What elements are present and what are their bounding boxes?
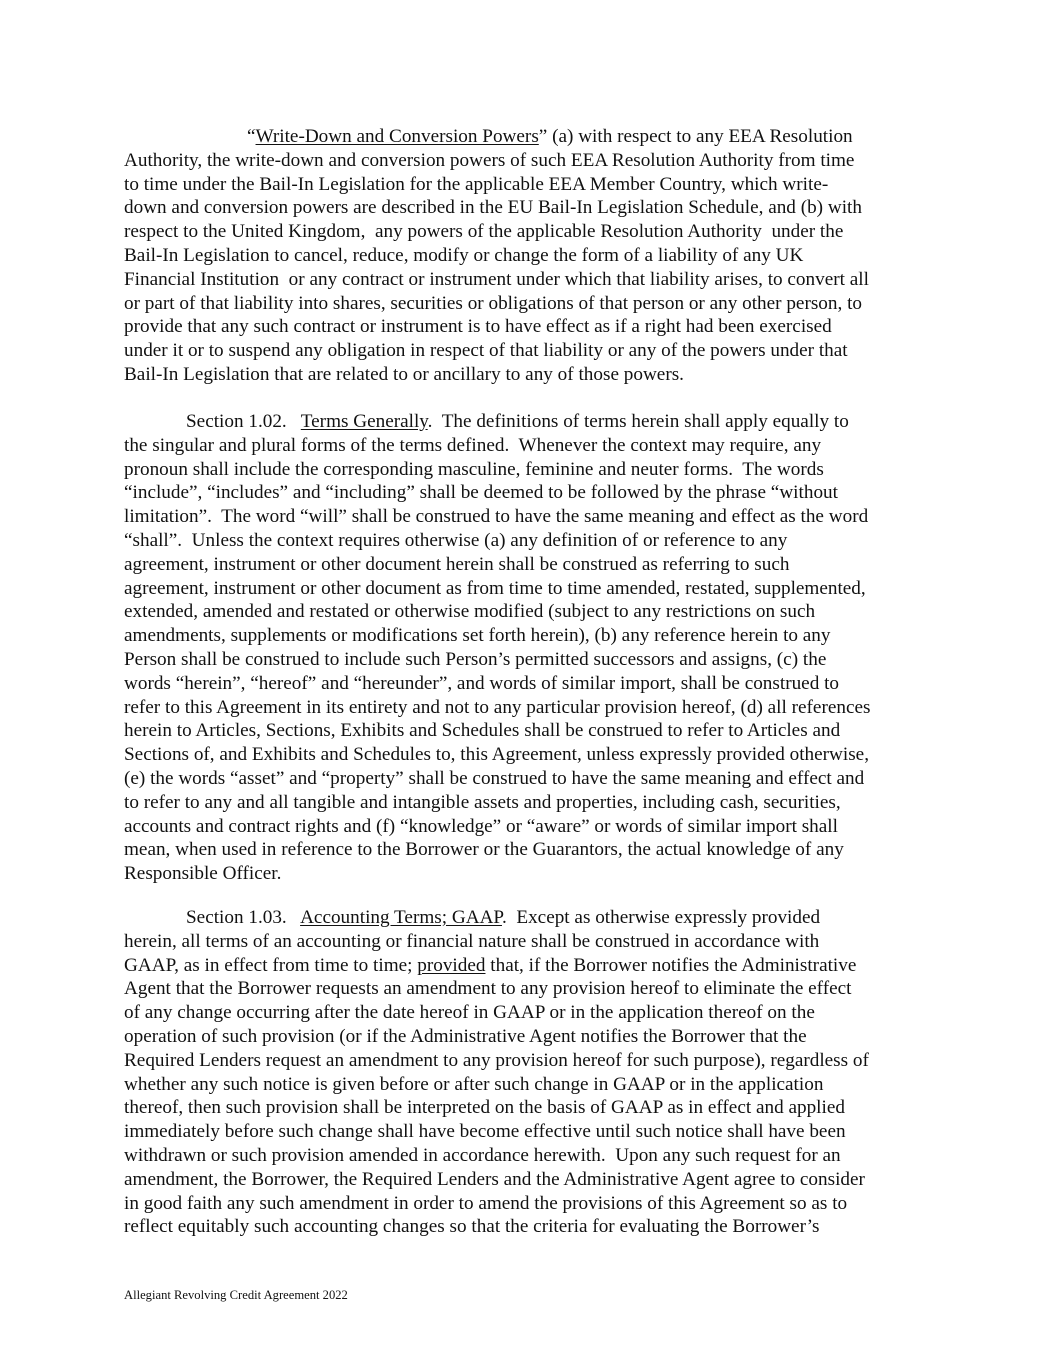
text-line: the singular and plural forms of the terms defined. Whenever the context may require, any: [124, 434, 822, 456]
section-1-02-lead-line: [124, 410, 936, 434]
text-line: “include”, “includes” and “including” shall be deemed to be followed by the phrase “without: [124, 482, 838, 504]
text-line: immediately before such change shall have become effective until such notice shall have been: [124, 1121, 846, 1143]
text-line: Bail-In Legislation to cancel, reduce, modify or change the form of a liability of any UK: [124, 244, 804, 266]
text-line: thereof, then such provision shall be interpreted on the basis of GAAP as in effect and applied: [124, 1097, 845, 1119]
page-footer: Allegiant Revolving Credit Agreement 2022: [124, 1288, 348, 1302]
section-lead-rest: . The definitions of terms herein shall apply equally to: [427, 411, 849, 432]
text-line: pronoun shall include the corresponding masculine, feminine and neuter forms. The words: [124, 458, 824, 480]
line-text: GAAP, as in effect from time to time;: [124, 954, 418, 976]
section-lead-rest: . Except as otherwise expressly provided: [501, 907, 821, 928]
text-line: or part of that liability into shares, securities or obligations of that person or any other person, to: [124, 292, 863, 314]
section-heading: Terms Generally: [300, 411, 428, 432]
text-line: reflect equitably such accounting changes so that the criteria for evaluating the Borrower’s: [124, 1216, 820, 1238]
text-line: to refer to any and all tangible and intangible assets and properties, including cash, securities,: [124, 791, 841, 813]
text-line: amendments, supplements or modifications set forth herein), (b) any reference herein to any: [124, 625, 831, 647]
text-line: Bail-In Legislation that are related to or ancillary to any of those powers.: [124, 363, 684, 385]
text-line: amendment, the Borrower, the Required Lenders and the Administrative Agent agree to consider: [124, 1168, 865, 1190]
text-line: under it or to suspend any obligation in respect of that liability or any of the powers under that: [124, 340, 848, 362]
text-line: in good faith any such amendment in order to amend the provisions of this Agreement so as to: [124, 1192, 848, 1214]
text-line: mean, when used in reference to the Borrower or the Guarantors, the actual knowledge of any: [124, 839, 844, 861]
text-line: Person shall be construed to include such Person’s permitted successors and assigns, (c) the: [124, 648, 827, 670]
text-line: (e) the words “asset” and “property” shall be construed to have the same meaning and effect and: [124, 767, 865, 789]
section-1-03-lead-line: [124, 906, 936, 930]
text-line: Agent that the Borrower requests an amendment to any provision hereof to eliminate the effect: [124, 978, 852, 1000]
text-line: agreement, instrument or other document as from time to time amended, restated, supplemented,: [124, 577, 866, 599]
text-line: respect to the United Kingdom, any powers of the applicable Resolution Authority under the: [124, 221, 844, 243]
text-line: herein to Articles, Sections, Exhibits and Schedules shall be construed to refer to Articles and: [124, 720, 841, 742]
definition-write-down-conversion-powers: [124, 125, 936, 387]
section-1-02: [124, 410, 936, 886]
text-line: Responsible Officer.: [124, 863, 282, 885]
line-text: that, if the Borrower notifies the Administrative: [485, 954, 857, 976]
text-line: provide that any such contract or instrument is to have effect as if a right had been exercised: [124, 316, 832, 338]
text-line: extended, amended and restated or otherwise modified (subject to any restrictions on such: [124, 601, 816, 623]
text-line: refer to this Agreement in its entirety and not to any particular provision hereof, (d) all references: [124, 696, 871, 718]
definition-body: [124, 149, 936, 387]
section-1-02-body: [124, 434, 936, 886]
section-number: Section 1.02.: [186, 411, 287, 432]
text-line: operation of such provision (or if the Administrative Agent notifies the Borrower that the: [124, 1025, 807, 1047]
text-line: agreement, instrument or other document herein shall be construed as referring to such: [124, 553, 790, 575]
section-1-03-body: [124, 977, 936, 1239]
text-line: accounts and contract rights and (f) “knowledge” or “aware” or words of similar import shall: [124, 815, 838, 837]
text-line: Required Lenders request an amendment to any provision hereof for such purpose), regardless of: [124, 1049, 869, 1071]
text-line: whether any such notice is given before or after such change in GAAP or in the application: [124, 1073, 824, 1095]
text-line: of any change occurring after the date hereof in GAAP or in the application thereof on the: [124, 1002, 815, 1024]
text-line: “shall”. Unless the context requires otherwise (a) any definition of or reference to any: [124, 529, 788, 551]
text-line: Sections of, and Exhibits and Schedules to, this Agreement, unless expressly provided otherwise,: [124, 744, 869, 766]
text-line: words “herein”, “hereof” and “hereunder”, and words of similar import, shall be construed to: [124, 672, 840, 694]
defined-term: Write-Down and Conversion Powers: [255, 126, 539, 147]
open-quote: “: [247, 126, 256, 147]
text-line: down and conversion powers are described in the EU Bail-In Legislation Schedule, and (b) with: [124, 197, 862, 219]
text-line: withdrawn or such provision amended in accordance herewith. Upon any such request for an: [124, 1144, 841, 1166]
text-line: limitation”. The word “will” shall be construed to have the same meaning and effect as the word: [124, 506, 869, 528]
definition-lead-line: [124, 125, 936, 149]
provided-term: provided: [417, 954, 486, 976]
text-line: [124, 954, 936, 978]
definition-lead-rest: ” (a) with respect to any EEA Resolution: [538, 126, 853, 147]
text-line: to time under the Bail-In Legislation for the applicable EEA Member Country, which write-: [124, 173, 829, 195]
section-heading: Accounting Terms; GAAP: [300, 907, 502, 928]
text-line: herein, all terms of an accounting or financial nature shall be construed in accordance with: [124, 930, 820, 952]
text-line: Authority, the write-down and conversion powers of such EEA Resolution Authority from time: [124, 149, 855, 171]
section-number: Section 1.03.: [186, 907, 287, 928]
section-1-03: [124, 906, 936, 1239]
text-line: Financial Institution or any contract or instrument under which that liability arises, to convert all: [124, 268, 869, 290]
